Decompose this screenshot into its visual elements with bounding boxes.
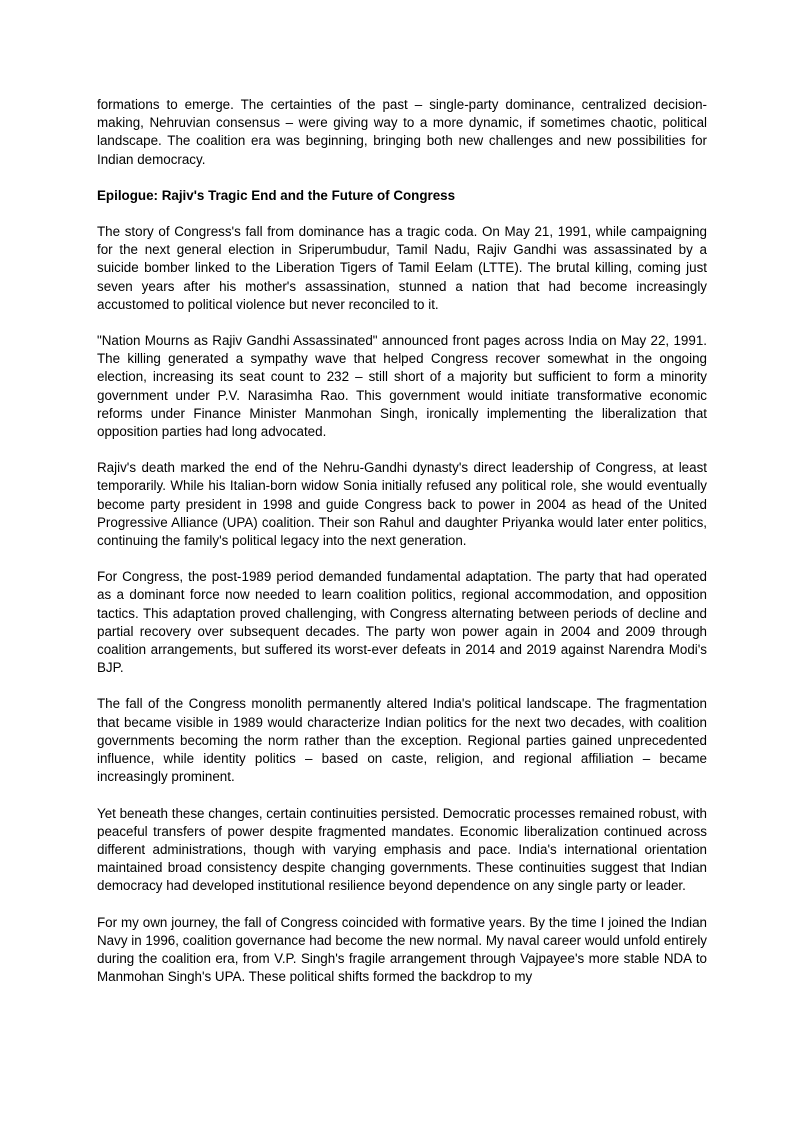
page-body bbox=[97, 96, 707, 986]
paragraph-dynasty: Rajiv's death marked the end of the Nehru-Gandhi dynasty's direct leadership of Congress, at least temporarily. While his Italian-born widow Sonia initially refused any political role, she would eventually become party president in 1998 and guide Congress back to power in 2004 as head of the United Progressive Alliance (UPA) coalition. Their son Rahul and daughter Priyanka would later enter politics, continuing the family's political legacy into the next generation. bbox=[97, 460, 707, 549]
paragraph-adaptation: For Congress, the post-1989 period demanded fundamental adaptation. The party that had operated as a dominant force now needed to learn coalition politics, regional accommodation, and opposition tactics. This adaptation proved challenging, with Congress alternating between periods of decline and partial recovery over subsequent decades. The party won power again in 2004 and 2009 through coalition arrangements, but suffered its worst-ever defeats in 2014 and 2019 against Narendra Modi's BJP. bbox=[97, 569, 707, 676]
paragraph-nation-mourns: "Nation Mourns as Rajiv Gandhi Assassinated" announced front pages across India on May 22, 1991. The killing generated a sympathy wave that helped Congress recover somewhat in the ongoing election, increasing its seat count to 232 – still short of a majority but sufficient to form a minority government under P.V. Narasimha Rao. This government would initiate transformative economic reforms under Finance Minister Manmohan Singh, ironically implementing the liberalization that opposition parties had long advocated. bbox=[97, 333, 707, 440]
paragraph-assassination: The story of Congress's fall from dominance has a tragic coda. On May 21, 1991, while campaigning for the next general election in Sriperumbudur, Tamil Nadu, Rajiv Gandhi was assassinated by a suicide bomber linked to the Liberation Tigers of Tamil Eelam (LTTE). The brutal killing, coming just seven years after his mother's assassination, stunned a nation that had become increasingly accustomed to political violence but never reconciled to it. bbox=[97, 224, 707, 312]
section-heading: Epilogue: Rajiv's Tragic End and the Future of Congress bbox=[97, 187, 456, 203]
paragraph-fragmentation: The fall of the Congress monolith permanently altered India's political landscape. The fragmentation that became visible in 1989 would characterize Indian politics for the next two decades, with coalition governments becoming the norm rather than the exception. Regional parties gained unprecedented influence, while identity politics – based on caste, religion, and regional affiliation – became increasingly prominent. bbox=[97, 696, 707, 785]
paragraph-personal-journey: For my own journey, the fall of Congress coincided with formative years. By the time I joined the Indian Navy in 1996, coalition governance had become the new normal. My naval career would unfold entirely during the coalition era, from V.P. Singh's fragile arrangement through Vajpayee's more stable NDA to Manmohan Singh's UPA. These political shifts formed the backdrop to my bbox=[97, 914, 707, 985]
paragraph-coalition-era: formations to emerge. The certainties of the past – single-party dominance, centralized decision-making, Nehruvian consensus – were giving way to a more dynamic, if sometimes chaotic, political landscape. The coalition era was beginning, bringing both new challenges and new possibilities for Indian democracy. bbox=[97, 97, 707, 167]
paragraph-continuities: Yet beneath these changes, certain continuities persisted. Democratic processes remained robust, with peaceful transfers of power despite fragmented mandates. Economic liberalization continued across different administrations, though with varying emphasis and pace. India's international orientation maintained broad consistency despite changing governments. These continuities suggest that Indian democracy had developed institutional resilience beyond dependence on any single party or leader. bbox=[97, 805, 707, 894]
